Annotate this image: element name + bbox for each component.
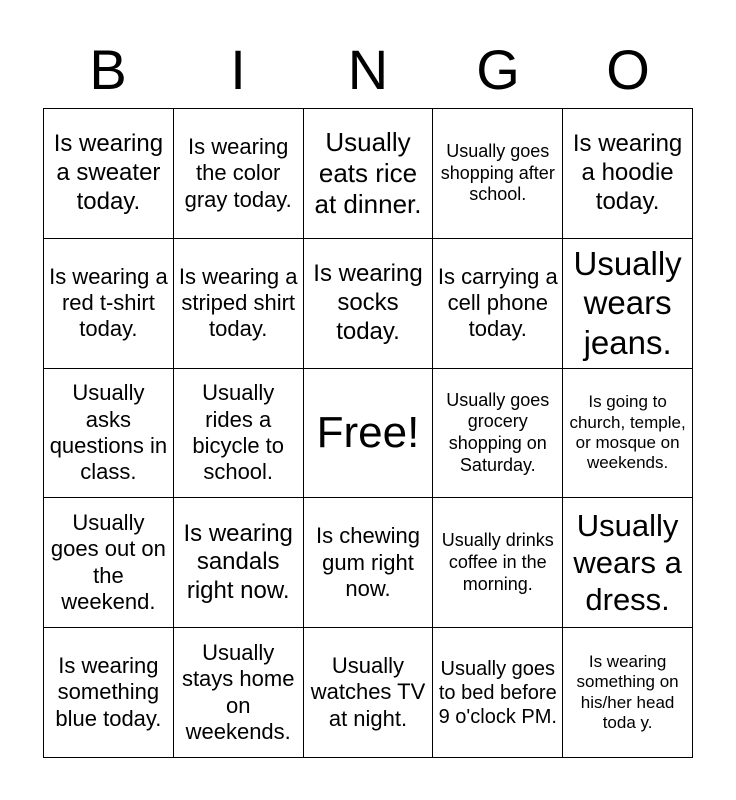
- bingo-cell[interactable]: [174, 109, 304, 239]
- bingo-cell-text: Usually goes out on the weekend.: [50, 510, 166, 615]
- bingo-cell-text: Is wearing the color gray today.: [184, 133, 292, 212]
- header-letter-n: N: [347, 38, 389, 101]
- free-space[interactable]: [304, 369, 434, 499]
- bingo-header: [43, 0, 693, 108]
- bingo-cell-text: Usually drinks coffee in the morning.: [441, 530, 554, 594]
- bingo-cell-text: Usually goes grocery shopping on Saturday.: [446, 389, 550, 475]
- bingo-cell[interactable]: [433, 498, 563, 628]
- bingo-cell[interactable]: [174, 239, 304, 369]
- bingo-board: [43, 108, 693, 758]
- bingo-cell[interactable]: [563, 498, 693, 628]
- bingo-cell[interactable]: [174, 498, 304, 628]
- bingo-cell-text: Usually asks questions in class.: [49, 380, 168, 485]
- bingo-cell[interactable]: [433, 628, 563, 758]
- bingo-cell-text: Is going to church, temple, or mosque on weekends.: [569, 392, 686, 473]
- bingo-cell[interactable]: [304, 239, 434, 369]
- bingo-cell[interactable]: [304, 109, 434, 239]
- bingo-cell[interactable]: [174, 628, 304, 758]
- header-letter-g: G: [476, 38, 520, 101]
- header-letter-o: O: [606, 38, 650, 101]
- bingo-cell-text: Is wearing something on his/her head toda y.: [576, 651, 679, 732]
- bingo-cell-text: Usually wears jeans.: [573, 244, 682, 361]
- bingo-cell[interactable]: [44, 369, 174, 499]
- bingo-cell-text: Usually wears a dress.: [573, 508, 682, 618]
- bingo-cell-text: Usually goes to bed before 9 o'clock PM.: [438, 657, 557, 728]
- bingo-cell-text: Is wearing a red t-shirt today.: [49, 263, 168, 342]
- bingo-cell[interactable]: [44, 498, 174, 628]
- bingo-cell[interactable]: [304, 628, 434, 758]
- bingo-cell[interactable]: [563, 109, 693, 239]
- bingo-cell[interactable]: [433, 369, 563, 499]
- bingo-cell-text: Usually stays home on weekends.: [181, 639, 295, 744]
- bingo-cell-text: Is wearing something blue today.: [55, 653, 162, 731]
- bingo-cell-text: Usually goes shopping after school.: [440, 141, 555, 205]
- bingo-cell-text: Usually watches TV at night.: [310, 653, 426, 731]
- bingo-cell-text: Is wearing a striped shirt today.: [178, 263, 298, 342]
- bingo-cell[interactable]: [44, 109, 174, 239]
- bingo-cell-text: Is chewing gum right now.: [316, 523, 420, 601]
- bingo-cell-text: Is wearing a hoodie today.: [572, 130, 683, 215]
- bingo-cell[interactable]: [433, 109, 563, 239]
- bingo-cell-text: Usually rides a bicycle to school.: [192, 380, 285, 485]
- free-space-text: Free!: [316, 407, 420, 457]
- header-letter-b: B: [89, 38, 127, 101]
- bingo-cell[interactable]: [304, 498, 434, 628]
- bingo-cell[interactable]: [44, 628, 174, 758]
- bingo-cell[interactable]: [563, 239, 693, 369]
- bingo-cell[interactable]: [433, 239, 563, 369]
- bingo-cell[interactable]: [563, 369, 693, 499]
- bingo-cell-text: Is wearing a sweater today.: [53, 130, 164, 215]
- header-letter-i: I: [230, 38, 246, 101]
- bingo-cell-text: Usually eats rice at dinner.: [314, 126, 422, 219]
- bingo-cell[interactable]: [563, 628, 693, 758]
- bingo-cell[interactable]: [174, 369, 304, 499]
- bingo-cell-text: Is carrying a cell phone today.: [437, 263, 558, 342]
- bingo-cell-text: Is wearing sandals right now.: [183, 519, 293, 605]
- bingo-cell-text: Is wearing socks today.: [313, 260, 423, 345]
- bingo-cell[interactable]: [44, 239, 174, 369]
